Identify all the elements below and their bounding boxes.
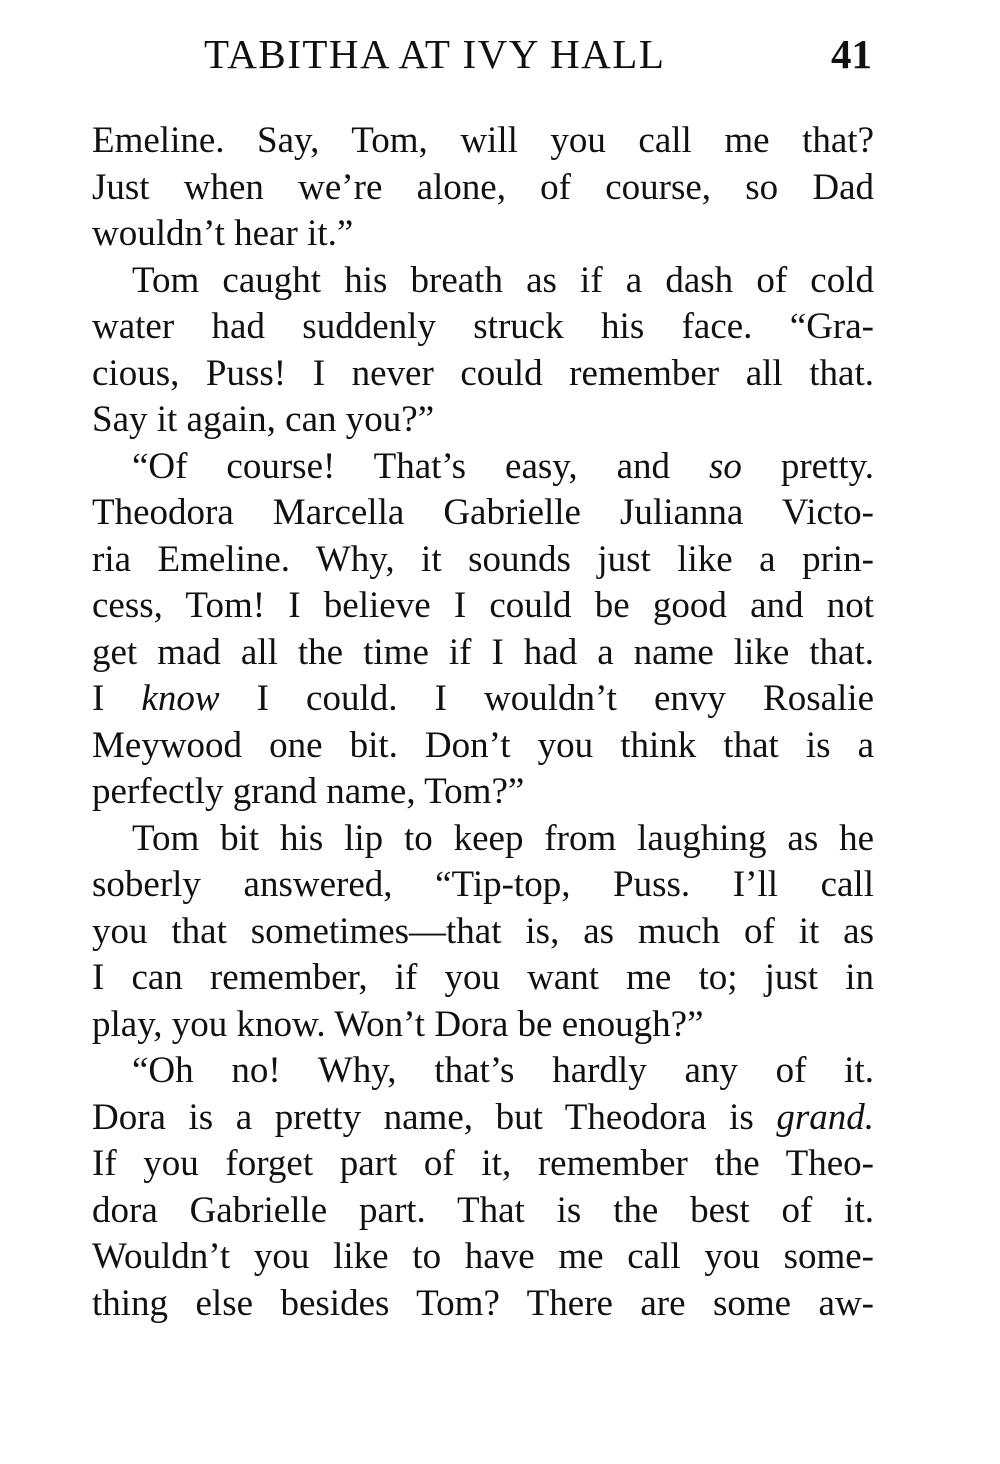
text-line: play, you know. Won’t Dora be enough?” — [92, 1003, 704, 1045]
text-line: thing else besides Tom? There are some aw- — [92, 1282, 874, 1324]
text-line: I know I could. I wouldn’t envy Rosalie — [92, 678, 874, 719]
text-line: you that sometimes—that is, as much of it as — [92, 910, 874, 952]
text-line: perfectly grand name, Tom?” — [92, 771, 525, 812]
text-line: cious, Puss! I never could remember all that. — [92, 352, 874, 394]
text-line: Dora is a pretty name, but Theodora is grand. — [92, 1096, 874, 1138]
text-line: wouldn’t hear it.” — [92, 213, 354, 254]
text-line: “Of course! That’s easy, and so pretty. — [132, 445, 874, 487]
text-line: Just when we’re alone, of course, so Dad — [92, 166, 874, 208]
text-line: get mad all the time if I had a name like that. — [92, 631, 874, 673]
text-line: I can remember, if you want me to; just in — [92, 957, 874, 998]
body-text — [92, 118, 874, 1327]
text-line: Wouldn’t you like to have me call you some- — [92, 1236, 874, 1277]
running-title: TABITHA AT IVY HALL — [204, 31, 666, 77]
text-line: dora Gabrielle part. That is the best of it. — [92, 1189, 874, 1231]
text-line: Say it again, can you?” — [92, 399, 435, 440]
text-line: Emeline. Say, Tom, will you call me that? — [92, 120, 874, 161]
text-line: ria Emeline. Why, it sounds just like a prin- — [92, 538, 874, 580]
text-line: cess, Tom! I believe I could be good and not — [92, 585, 874, 626]
text-line: water had suddenly struck his face. “Gra- — [92, 306, 874, 347]
text-line: soberly answered, “Tip-top, Puss. I’ll call — [92, 864, 874, 905]
text-line: Theodora Marcella Gabrielle Julianna Victo- — [92, 492, 874, 533]
running-header — [92, 26, 872, 82]
text-line: Meywood one bit. Don’t you think that is a — [92, 724, 874, 766]
text-line: If you forget part of it, remember the Theo- — [92, 1143, 874, 1184]
text-line: “Oh no! Why, that’s hardly any of it. — [132, 1050, 874, 1091]
text-line: Tom bit his lip to keep from laughing as he — [132, 817, 874, 859]
page-number: 41 — [831, 31, 872, 77]
text-line: Tom caught his breath as if a dash of cold — [132, 259, 874, 301]
